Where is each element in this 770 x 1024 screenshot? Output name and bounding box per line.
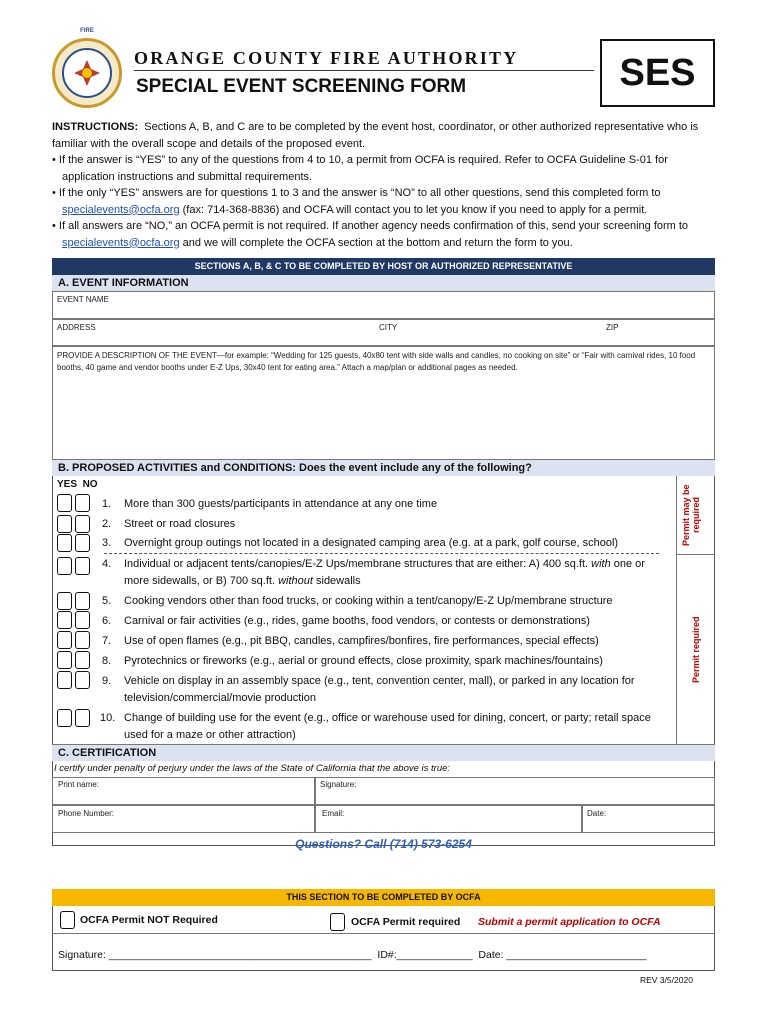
q8-number: 8. bbox=[102, 655, 112, 667]
ocfa-not-required-label: OCFA Permit NOT Required bbox=[80, 914, 218, 926]
section-b-divider bbox=[104, 553, 659, 554]
ocfa-signature-line[interactable]: Signature: _____________________________________________ ID#:_____________ Date: ________________________ bbox=[58, 949, 647, 961]
q2-no-checkbox[interactable] bbox=[75, 515, 90, 533]
agency-name: ORANGE COUNTY FIRE AUTHORITY bbox=[134, 48, 519, 68]
event-name-label: EVENT NAME bbox=[57, 295, 109, 304]
q4-checkboxes bbox=[57, 557, 90, 575]
email-label: Email: bbox=[322, 809, 345, 818]
q4-text-c: one or more sidewalls, or B) 700 sq.ft. bbox=[124, 558, 645, 587]
ocfa-divider bbox=[52, 933, 715, 934]
ocfa-bar: THIS SECTION TO BE COMPLETED BY OCFA bbox=[52, 889, 715, 906]
q5-number: 5. bbox=[102, 595, 112, 607]
q7-checkboxes bbox=[57, 631, 90, 649]
form-title: SPECIAL EVENT SCREENING FORM bbox=[136, 76, 467, 97]
signature-field[interactable] bbox=[315, 777, 715, 805]
permit-may-column bbox=[676, 476, 715, 555]
q3-yes-checkbox[interactable] bbox=[57, 534, 72, 552]
q6-number: 6. bbox=[102, 615, 112, 627]
q4-text-without: without bbox=[278, 575, 313, 587]
q9-text: Vehicle on display in an assembly space (e.g., tent, convention center, mall), or parked in any location for television/commercial/movie production bbox=[124, 675, 635, 704]
ocfa-submit-note: Submit a permit application to OCFA bbox=[478, 916, 661, 928]
q10-checkboxes bbox=[57, 709, 90, 727]
permit-may-label: Permit may be required bbox=[681, 484, 701, 546]
section-b-header: B. PROPOSED ACTIVITIES and CONDITIONS: Does the event include any of the following? bbox=[52, 460, 715, 476]
q7-text: Use of open flames (e.g., pit BBQ, candles, campfires/bonfires, fire performances, special effects) bbox=[124, 635, 599, 647]
ocfa-seal-logo bbox=[52, 38, 122, 108]
logo-top-text: FIRE bbox=[80, 28, 94, 34]
sections-bar: SECTIONS A, B, & C TO BE COMPLETED BY HOST OR AUTHORIZED REPRESENTATIVE bbox=[52, 258, 715, 275]
certify-statement: I certify under penalty of perjury under the laws of the State of California that the above is true: bbox=[54, 763, 451, 774]
q2-number: 2. bbox=[102, 518, 112, 530]
q4-text-a: Individual or adjacent tents/canopies/E-Z Ups/membrane structures that are either: A) 400 sq.ft. bbox=[124, 558, 589, 570]
q1-yes-checkbox[interactable] bbox=[57, 494, 72, 512]
q3-number: 3. bbox=[102, 537, 112, 549]
maltese-cross-icon bbox=[72, 58, 102, 88]
q4-text-e: sidewalls bbox=[316, 575, 361, 587]
q6-no-checkbox[interactable] bbox=[75, 611, 90, 629]
print-name-label: Print name: bbox=[58, 780, 99, 789]
q1-checkboxes bbox=[57, 494, 90, 512]
zip-label: ZIP bbox=[606, 323, 619, 332]
q7-no-checkbox[interactable] bbox=[75, 631, 90, 649]
yes-no-header: YES NO bbox=[57, 479, 98, 490]
q3-checkboxes bbox=[57, 534, 90, 552]
event-name-field[interactable] bbox=[52, 291, 715, 319]
q8-text: Pyrotechnics or fireworks (e.g., aerial or ground effects, close proximity, spark machines/fountains) bbox=[124, 655, 603, 667]
email-link-2[interactable]: specialevents@ocfa.org bbox=[62, 236, 180, 249]
phone-label: Phone Number: bbox=[58, 809, 115, 818]
q1-text: More than 300 guests/participants in attendance at any one time bbox=[124, 498, 438, 510]
q8-yes-checkbox[interactable] bbox=[57, 651, 72, 669]
instructions bbox=[52, 119, 716, 251]
q2-checkboxes bbox=[57, 515, 90, 533]
instructions-label: INSTRUCTIONS: bbox=[52, 121, 139, 133]
instruction-bullet-1: • If the answer is “YES” to any of the questions from 4 to 10, a permit from OCFA is required. Refer to OCFA Guideline S-01 for application instructions and submittal requirements. bbox=[52, 154, 668, 183]
permit-required-column bbox=[676, 555, 715, 744]
q3-text: Overnight group outings not located in a designated camping area (e.g. at a park, golf course, school) bbox=[124, 537, 619, 549]
q5-checkboxes bbox=[57, 592, 90, 610]
q9-yes-checkbox[interactable] bbox=[57, 671, 72, 689]
revision-date: REV 3/5/2020 bbox=[640, 975, 693, 985]
signature-label: Signature: bbox=[320, 780, 357, 789]
instruction-bullet-2: • If the only “YES” answers are for questions 1 to 3 and the answer is “NO” to all other questions, send this completed form to specialevents@ocfa.org (fax: 714-368-8836) and OCFA will contact you to let you know if you need to apply for a permit. bbox=[52, 187, 661, 216]
instruction-bullet-3: • If all answers are “NO,” an OCFA permit is not required. If another agency needs confirmation of this, send your screening form to specialevents@ocfa.org and we will complete the OCFA section at the bottom and return the form to you. bbox=[52, 220, 689, 249]
q5-no-checkbox[interactable] bbox=[75, 592, 90, 610]
q10-yes-checkbox[interactable] bbox=[57, 709, 72, 727]
q4-text-with: with bbox=[591, 558, 611, 570]
q4-yes-checkbox[interactable] bbox=[57, 557, 72, 575]
q8-checkboxes bbox=[57, 651, 90, 669]
q2-yes-checkbox[interactable] bbox=[57, 515, 72, 533]
q7-yes-checkbox[interactable] bbox=[57, 631, 72, 649]
ocfa-not-required-checkbox[interactable] bbox=[60, 911, 75, 929]
ocfa-required-label: OCFA Permit required bbox=[351, 916, 461, 928]
q6-checkboxes bbox=[57, 611, 90, 629]
q2-text: Street or road closures bbox=[124, 518, 236, 530]
form-code-box: SES bbox=[600, 39, 715, 107]
q6-yes-checkbox[interactable] bbox=[57, 611, 72, 629]
q1-number: 1. bbox=[102, 498, 112, 510]
bullet-2-post: (fax: 714-368-8836) and OCFA will contact you to let you know if you need to apply for a permit. bbox=[182, 203, 648, 216]
address-label: ADDRESS bbox=[57, 323, 96, 332]
q4-number: 4. bbox=[102, 558, 112, 570]
email-link[interactable]: specialevents@ocfa.org bbox=[62, 203, 180, 216]
q1-no-checkbox[interactable] bbox=[75, 494, 90, 512]
bullet-1-text: If the answer is “YES” to any of the questions from 4 to 10, a permit from OCFA is required. Refer to OCFA Guideline S-01 for application instructions and submittal requirements. bbox=[58, 154, 668, 183]
q10-number: 10. bbox=[100, 712, 116, 724]
description-label: PROVIDE A DESCRIPTION OF THE EVENT—for example: “Wedding for 125 guests, 40x80 tent with side walls and candles, no cooking on site” or “Fair with carnival rides, 10 food booths, 40 game and vendor booths under E-Z Ups, 30x40 tent for eating area.” Attach a map/plan or additional pages as needed. bbox=[57, 351, 696, 372]
title-divider bbox=[134, 70, 594, 71]
q10-text: Change of building use for the event (e.g., office or warehouse used for dining, concert, or party; retail space used for a maze or other attraction) bbox=[124, 712, 651, 741]
q4-text bbox=[124, 556, 672, 590]
q5-yes-checkbox[interactable] bbox=[57, 592, 72, 610]
q3-no-checkbox[interactable] bbox=[75, 534, 90, 552]
questions-call: Questions? Call (714) 573-6254 bbox=[295, 837, 472, 851]
q5-text: Cooking vendors other than food trucks, or cooking within a tent/canopy/E-Z Up/membrane structure bbox=[124, 595, 613, 607]
email-field[interactable] bbox=[315, 805, 582, 833]
city-label: CITY bbox=[379, 323, 398, 332]
q7-number: 7. bbox=[102, 635, 112, 647]
q9-no-checkbox[interactable] bbox=[75, 671, 90, 689]
ocfa-required-checkbox[interactable] bbox=[330, 913, 345, 931]
q8-no-checkbox[interactable] bbox=[75, 651, 90, 669]
q6-text: Carnival or fair activities (e.g., rides, game booths, food vendors, or contests or demonstrations) bbox=[124, 615, 590, 627]
section-c-header: C. CERTIFICATION bbox=[52, 744, 715, 761]
bullet-2-pre: If the only “YES” answers are for questions 1 to 3 and the answer is “NO” to all other questions, send this completed form to bbox=[58, 187, 661, 199]
permit-required-label: Permit required bbox=[691, 616, 701, 683]
bullet-3-post: and we will complete the OCFA section at the bottom and return the form to you. bbox=[182, 236, 573, 249]
q9-number: 9. bbox=[102, 675, 112, 687]
bullet-3-pre: If all answers are “NO,” an OCFA permit is not required. If another agency needs confirmation of this, send your screening form to bbox=[58, 220, 689, 232]
instructions-intro bbox=[52, 119, 716, 152]
instructions-intro-text: Sections A, B, and C are to be completed by the event host, coordinator, or other authorized representative who is familiar with the overall scope and details of the proposed event. bbox=[52, 121, 699, 150]
q9-checkboxes bbox=[57, 671, 90, 689]
date-label: Date: bbox=[587, 809, 607, 818]
q10-no-checkbox[interactable] bbox=[75, 709, 90, 727]
section-a-header: A. EVENT INFORMATION bbox=[52, 275, 715, 291]
q4-no-checkbox[interactable] bbox=[75, 557, 90, 575]
